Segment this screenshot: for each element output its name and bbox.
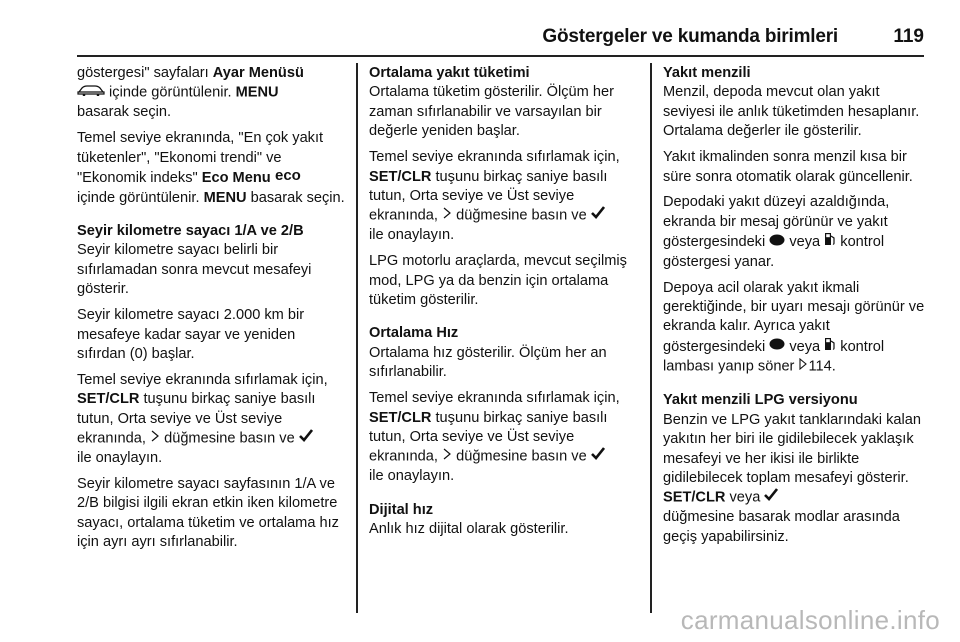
paragraph: Temel seviye ekranında sıfırlamak için, SET/CLR tuşunu birkaç saniye basılı tutun, Orta seviye ve Üst seviye ekranında, düğmesine basın ve ile onaylayın. (369, 390, 620, 485)
header-rule (77, 55, 924, 57)
paragraph: Temel seviye ekranında, "En çok yakıt tüketenler", "Ekonomi trendi" ve "Ekonomik indeks" Eco Menu eco içinde görüntülenir. MENU basarak seçin. (77, 130, 345, 206)
check-icon (591, 206, 605, 225)
paragraph: Temel seviye ekranında sıfırlamak için, SET/CLR tuşunu birkaç saniye basılı tutun, Orta seviye ve Üst seviye ekranında, düğmesine basın ve ile onaylayın. (369, 149, 620, 244)
page-reference[interactable]: 114 (808, 358, 832, 375)
page-title: Göstergeler ve kumanda birimleri (542, 26, 838, 47)
lpg-drop-icon (769, 337, 785, 356)
reference-arrow-icon[interactable] (798, 357, 808, 376)
menu-button-label: MENU (203, 189, 247, 206)
paragraph: göstergesi" sayfaları Ayar Menüsü içinde görüntülenir. MENU basarak seçin. (77, 65, 304, 121)
set-clr-label: SET/CLR (77, 391, 140, 408)
paragraph: Seyir kilometre sayacı belirli bir sıfırlamadan sonra mevcut mesafeyi gösterir. (77, 242, 312, 298)
eco-icon-text: eco (274, 168, 301, 183)
paragraph: Depodaki yakıt düzeyi azaldığında, ekranda bir mesaj görünür ve yakıt göstergesindeki veya kontrol göstergesi yanar. (663, 194, 890, 270)
column-middle (369, 64, 639, 546)
section-heading: Seyir kilometre sayacı 1/A ve 2/B (77, 222, 304, 239)
paragraph: Anlık hız dijital olarak gösterilir. (369, 521, 569, 538)
paragraph: Temel seviye ekranında sıfırlamak için, SET/CLR tuşunu birkaç saniye basılı tutun, Orta seviye ve Üst seviye ekranında, düğmesine basın ve ile onaylayın. (77, 371, 328, 466)
page-number: 119 (893, 26, 924, 47)
eco-icon (275, 168, 305, 188)
set-clr-label: SET/CLR (369, 168, 432, 185)
check-icon (764, 488, 778, 507)
section-heading: Yakıt menzili LPG versiyonu (663, 392, 858, 409)
watermark: carmanualsonline.info (680, 605, 940, 635)
fuel-pump-icon (824, 337, 836, 357)
fuel-pump-icon (824, 232, 836, 252)
car-icon (77, 83, 105, 102)
column-divider (356, 63, 358, 613)
eco-menu-label: Eco Menu (201, 170, 271, 187)
column-divider (650, 63, 652, 613)
menu-name: Ayar Menüsü (212, 65, 304, 81)
paragraph: Ortalama tüketim gösterilir. Ölçüm her zaman sıfırlanabilir ve varsayılan bir değerle yeniden başlar. (369, 84, 614, 140)
paragraph: Depoya acil olarak yakıt ikmali gerektiğinde, bir uyarı mesajı görünür ve ekranda kalır. Ayrıca yakıt göstergesindeki veya kontrol lambası yanıp söner 114. (663, 279, 925, 375)
section-heading: Yakıt menzili (663, 65, 751, 81)
column-left (77, 64, 345, 559)
paragraph: Seyir kilometre sayacı sayfasının 1/A ve 2/B bilgisi ilgili ekran etkin iken kilometre sayacı, ortalama tüketim ve ortalama hız için ayrı ayrı sıfırlanabilir. (77, 475, 339, 551)
menu-button-label: MENU (235, 84, 279, 101)
column-right (663, 64, 931, 554)
section-heading: Dijital hız (369, 501, 434, 518)
chevron-right-icon (442, 447, 452, 466)
paragraph: Ortalama hız gösterilir. Ölçüm her an sıfırlanabilir. (369, 344, 607, 381)
lpg-drop-icon (769, 233, 785, 252)
check-icon (299, 429, 313, 448)
paragraph: Benzin ve LPG yakıt tanklarındaki kalan yakıtın her biri ile gidilebilecek yaklaşık mesafeyi ve her ikisi ile birlikte gidilebilecek toplam mesafeyi gösterir. SET/CLR veya düğmesine basarak modlar arasında geçiş yapabilirsiniz. (663, 411, 921, 545)
paragraph: Seyir kilometre sayacı 2.000 km bir mesafeye kadar sayar ve yeniden sıfırdan (0) başlar. (77, 307, 305, 362)
section-heading: Ortalama yakıt tüketimi (369, 65, 530, 81)
check-icon (591, 447, 605, 466)
paragraph: Yakıt ikmalinden sonra menzil kısa bir süre sonra otomatik olarak güncellenir. (663, 149, 913, 185)
paragraph: LPG motorlu araçlarda, mevcut seçilmiş mod, LPG ya da benzin için ortalama tüketim gösterilir. (369, 253, 627, 309)
set-clr-label: SET/CLR (369, 409, 432, 426)
chevron-right-icon (150, 429, 160, 448)
section-heading: Ortalama Hız (369, 325, 459, 342)
chevron-right-icon (442, 206, 452, 225)
set-clr-label: SET/CLR (663, 489, 726, 506)
page-header (0, 0, 960, 60)
paragraph: Menzil, depoda mevcut olan yakıt seviyesi ile anlık tüketimden hesaplanır. Ortalama değerler ile gösterilir. (663, 84, 920, 140)
